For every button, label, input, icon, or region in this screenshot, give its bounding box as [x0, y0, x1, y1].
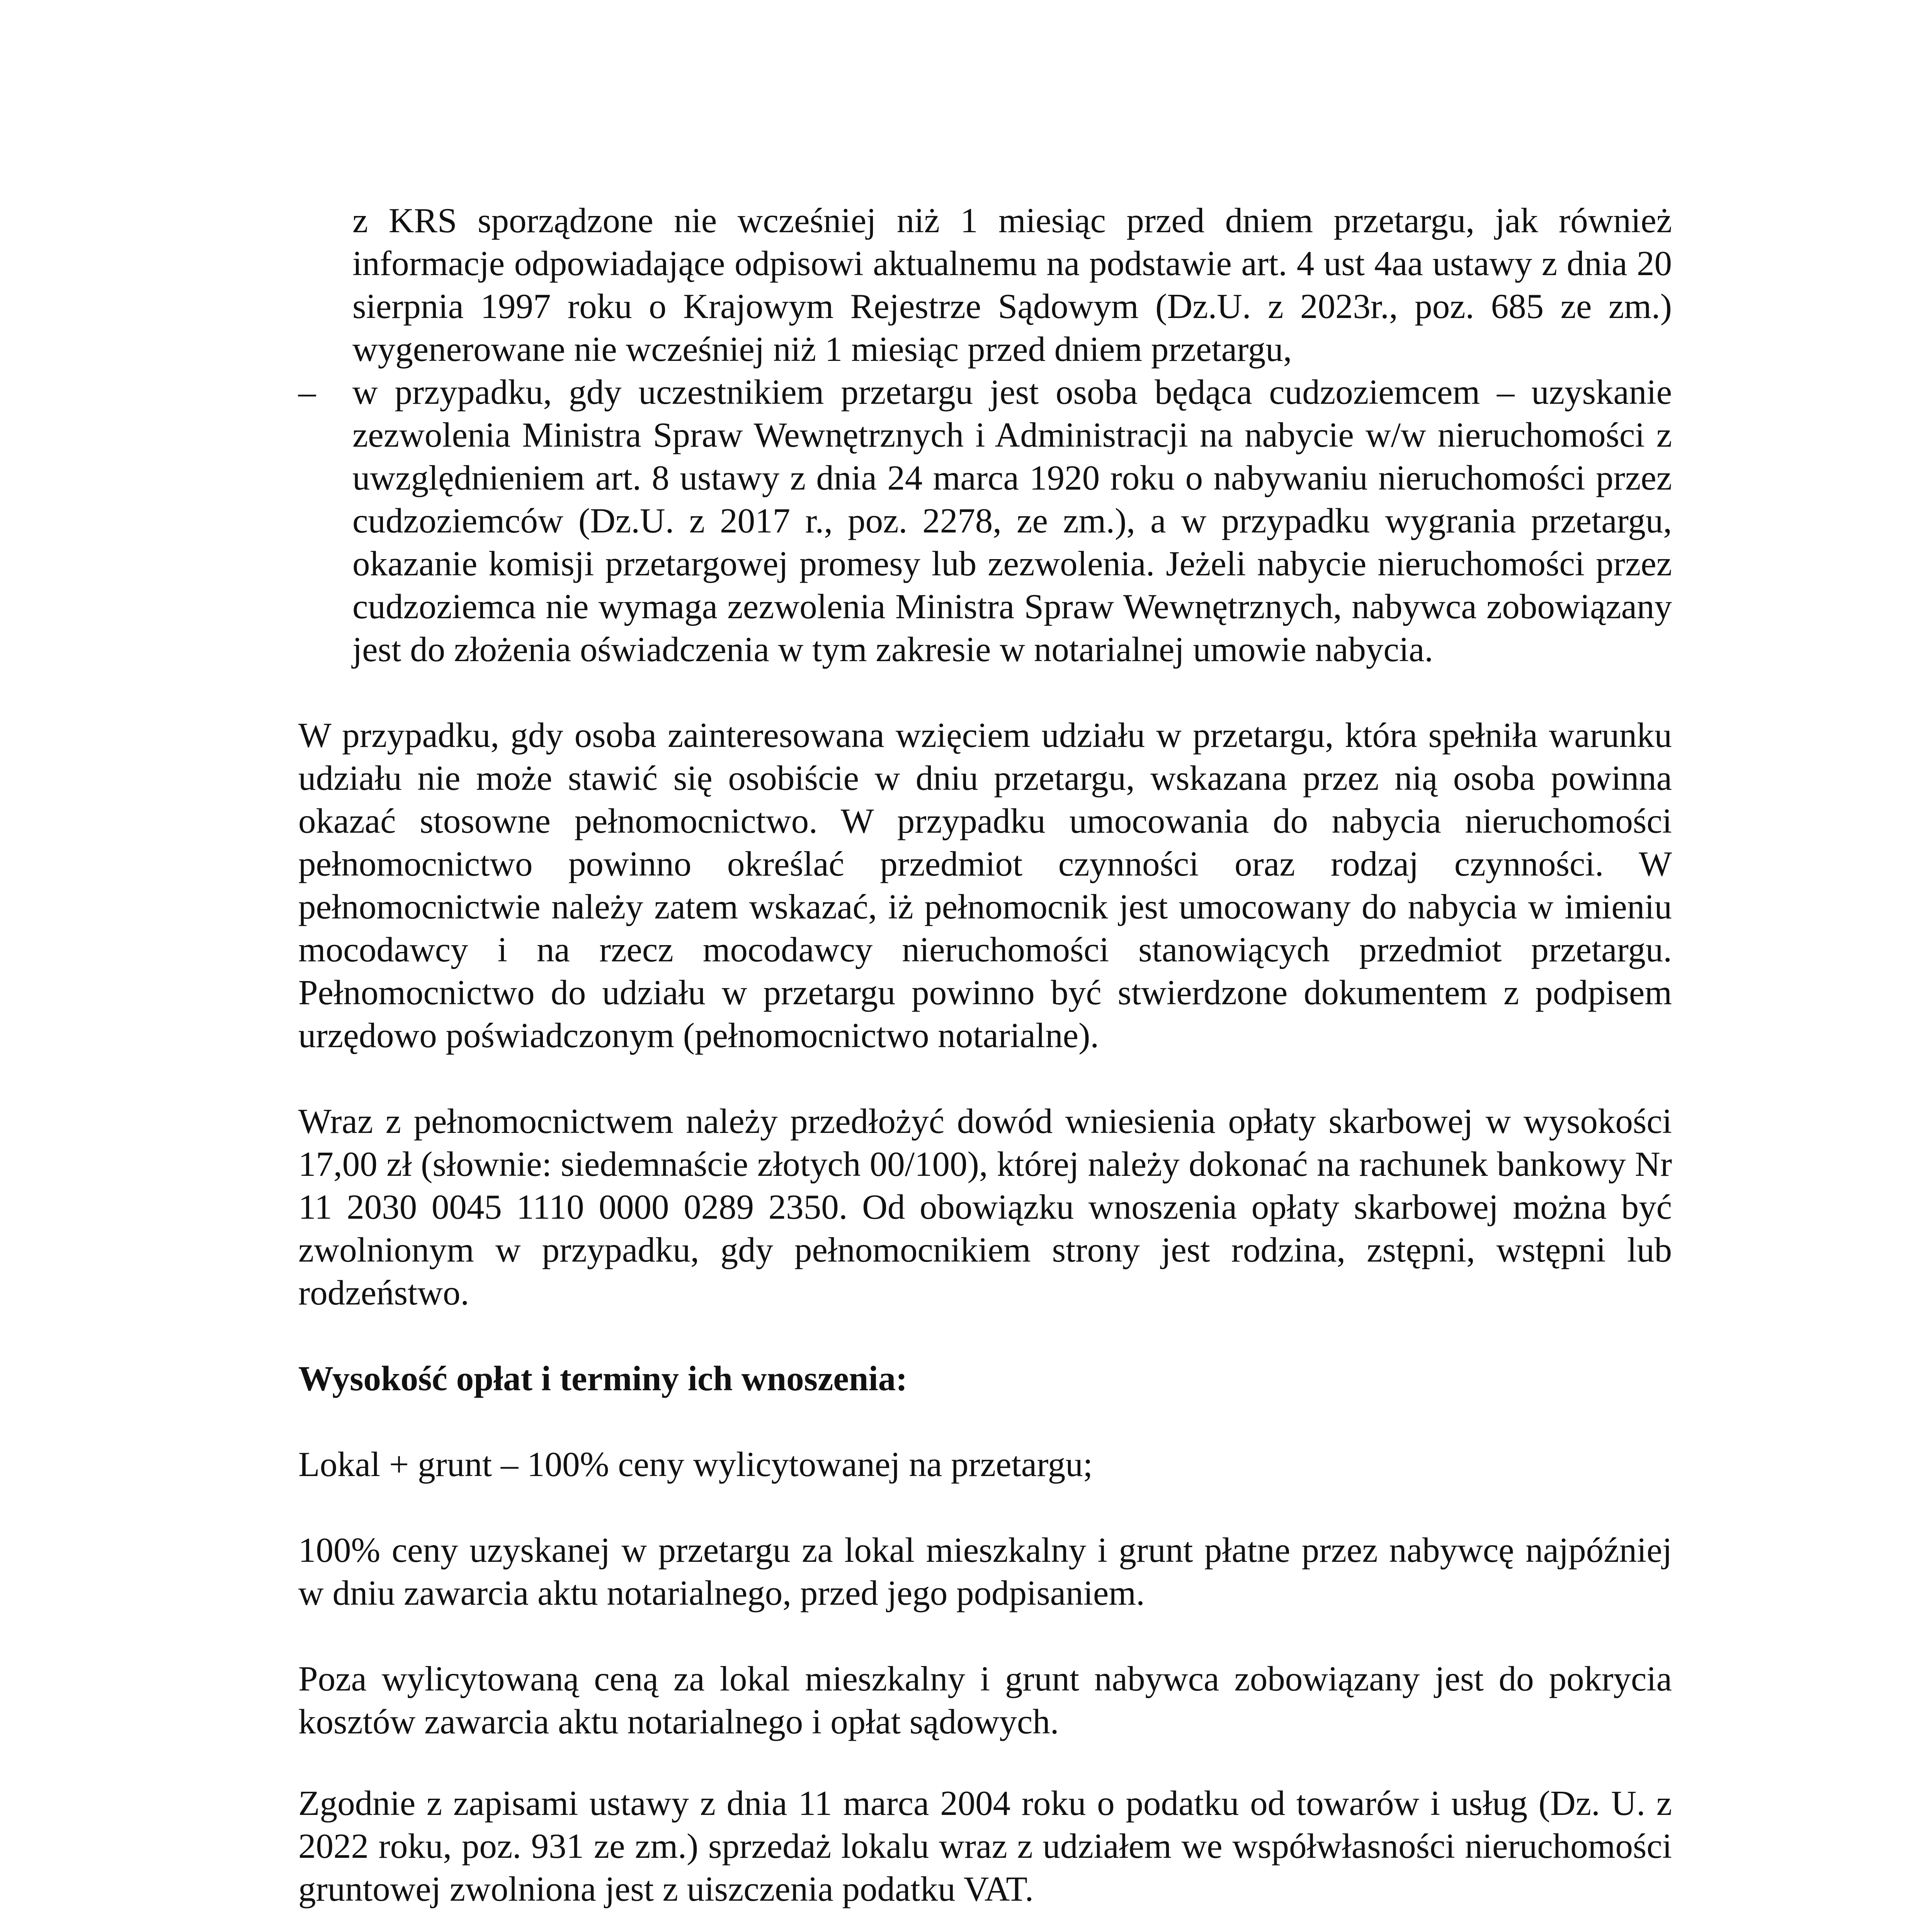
continuation-paragraph: z KRS sporządzone nie wcześniej niż 1 miesiąc przed dniem przetargu, jak również informacje odpowiadające odpisowi aktualnemu na podstawie art. 4 ust 4aa ustawy z dnia 20 sierpnia 1997 roku o Krajowym Rejestrze Sądowym (Dz.U. z 2023r., poz. 685 ze zm.) wygenerowane nie wcześniej niż 1 miesiąc przed dniem przetargu, [352, 201, 1672, 369]
paragraph-payment: 100% ceny uzyskanej w przetargu za lokal mieszkalny i grunt płatne przez nabywcę najpóźniej w dniu zawarcia aktu notarialnego, przed jego podpisaniem. [298, 1531, 1672, 1612]
list-bullet-dash: – [298, 372, 316, 412]
fee-line: Lokal + grunt – 100% ceny wylicytowanej na przetargu; [298, 1445, 1093, 1484]
list-item-foreigner [298, 371, 1672, 671]
section-heading-fees: Wysokość opłat i terminy ich wnoszenia: [298, 1359, 908, 1398]
page-body [298, 199, 1672, 1932]
paragraph-costs: Poza wylicytowaną ceną za lokal mieszkalny i grunt nabywca zobowiązany jest do pokrycia kosztów zawarcia aktu notarialnego i opłat sądowych. [298, 1659, 1672, 1741]
paragraph-proxy: W przypadku, gdy osoba zainteresowana wzięciem udziału w przetargu, która spełniła warunku udziału nie może stawić się osobiście w dniu przetargu, wskazana przez nią osoba powinna okazać stosowne pełnomocnictwo. W przypadku umocowania do nabycia nieruchomości pełnomocnictwo powinno określać przedmiot czynności oraz rodzaj czynności. W pełnomocnictwie należy zatem wskazać, iż pełnomocnik jest umocowany do nabycia w imieniu mocodawcy i na rzecz mocodawcy nieruchomości stanowiących przedmiot przetargu. Pełnomocnictwo do udziału w przetargu powinno być stwierdzone dokumentem z podpisem urzędowo poświadczonym (pełnomocnictwo notarialne). [298, 716, 1672, 1055]
paragraph-stamp-duty: Wraz z pełnomocnictwem należy przedłożyć dowód wniesienia opłaty skarbowej w wysokości 17,00 zł (słownie: siedemnaście złotych 00/100), której należy dokonać na rachunek bankowy Nr 11 2030 0045 1110 0000 0289 2350. Od obowiązku wnoszenia opłaty skarbowej można być zwolnionym w przypadku, gdy pełnomocnikiem strony jest rodzina, zstępni, wstępni lub rodzeństwo. [298, 1102, 1672, 1312]
list-item-text: w przypadku, gdy uczestnikiem przetargu jest osoba będąca cudzoziemcem – uzyskanie zezwolenia Ministra Spraw Wewnętrznych i Administracji na nabycie w/w nieruchomości z uwzględnieniem art. 8 ustawy z dnia 24 marca 1920 roku o nabywaniu nieruchomości przez cudzoziemców (Dz.U. z 2017 r., poz. 2278, ze zm.), a w przypadku wygrania przetargu, okazanie komisji przetargowej promesy lub zezwolenia. Jeżeli nabycie nieruchomości przez cudzoziemca nie wymaga zezwolenia Ministra Spraw Wewnętrznych, nabywca zobowiązany jest do złożenia oświadczenia w tym zakresie w notarialnej umowie nabycia. [352, 372, 1672, 669]
paragraph-vat: Zgodnie z zapisami ustawy z dnia 11 marca 2004 roku o podatku od towarów i usług (Dz. U. z 2022 roku, poz. 931 ze zm.) sprzedaż lokalu wraz z udziałem we współwłasności nieruchomości gruntowej zwolniona jest z uiszczenia podatku VAT. [298, 1784, 1672, 1908]
